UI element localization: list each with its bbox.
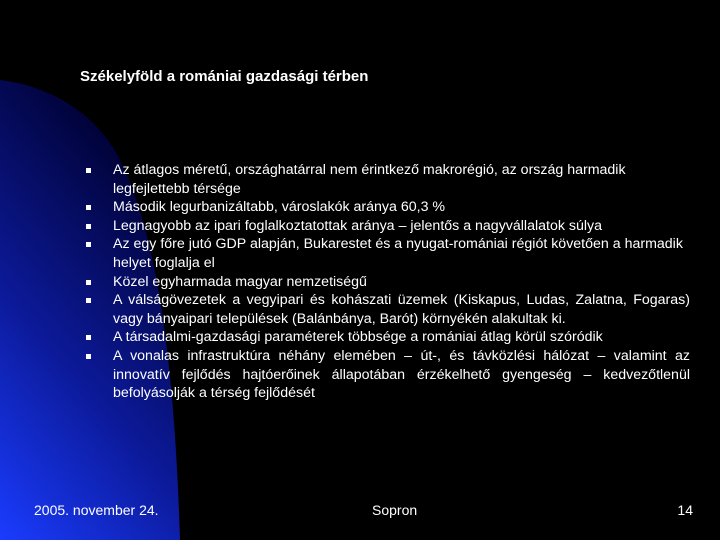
bullet-text: Az egy főre jutó GDP alapján, Bukarestet és a nyugat-romániai régiót követően a harmadik helyet foglalja el: [113, 236, 683, 271]
bullet-item: [80, 217, 690, 236]
bullet-item: [80, 161, 690, 198]
bullet-text: Második legurbanizáltabb, városlakók aránya 60,3 %: [113, 199, 446, 216]
bullet-item: [80, 291, 690, 328]
bullet-text: A vonalas infrastruktúra néhány elemében – út-, és távközlési hálózat – valamint az innovatív fejlődés hajtóerőinek állapotában érzékelhető gyengeség – kedvezőtlenül befolyásolják a térség fejlődését: [113, 347, 690, 402]
square-bullet-icon: [86, 224, 91, 229]
square-bullet-icon: [86, 242, 91, 247]
square-bullet-icon: [86, 205, 91, 210]
square-bullet-icon: [86, 335, 91, 340]
bullet-item: [80, 328, 690, 347]
slide-title: Székelyföld a romániai gazdasági térben: [80, 68, 369, 85]
bullet-text: Közel egyharmada magyar nemzetiségű: [113, 273, 367, 290]
square-bullet-icon: [86, 354, 91, 359]
square-bullet-icon: [86, 280, 91, 285]
square-bullet-icon: [86, 298, 91, 303]
footer-date: 2005. november 24.: [34, 502, 159, 518]
footer-place: Sopron: [372, 502, 418, 518]
bullet-item: [80, 347, 690, 403]
slide-number: 14: [677, 502, 693, 518]
bullet-text: A társadalmi-gazdasági paraméterek többsége a romániai átlag körül szóródik: [113, 329, 603, 346]
bullet-text: Az átlagos méretű, országhatárral nem érintkező makrorégió, az ország harmadik legfejlettebb térsége: [113, 162, 626, 197]
bullet-item: [80, 235, 690, 272]
bullet-text: A válságövezetek a vegyipari és kohászati üzemek (Kiskapus, Ludas, Zalatna, Fogaras) vagy bányaipari települések (Balánbánya, Barót) környékén alakultak ki.: [113, 292, 690, 327]
bullet-list: [80, 161, 690, 403]
bullet-text: Legnagyobb az ipari foglalkoztatottak aránya – jelentős a nagyvállalatok súlya: [113, 217, 602, 234]
bullet-item: [80, 198, 690, 217]
bullet-item: [80, 273, 690, 292]
square-bullet-icon: [86, 168, 91, 173]
